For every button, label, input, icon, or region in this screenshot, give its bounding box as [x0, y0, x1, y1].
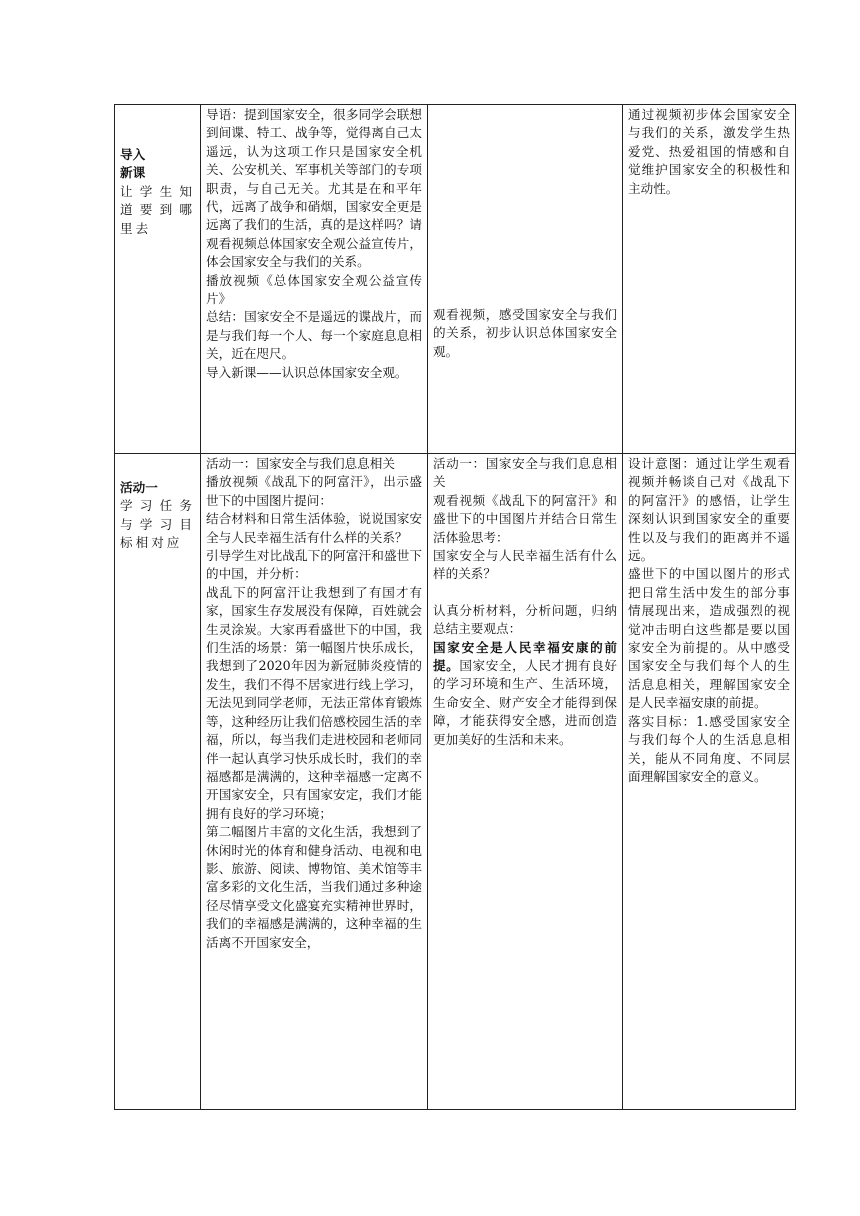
teacher-paragraph: 活动一：国家安全与我们息息相关	[206, 456, 395, 471]
intent-paragraph: 通过视频初步体会国家安全与我们的关系，激发学生热爱党、热爱祖国的情感和自觉维护国家安全的积极性和主动性。	[628, 107, 790, 196]
teacher-paragraph: 导入新课——认识总体国家安全观。	[206, 364, 408, 380]
stage-description: 学习任务与学习目标相对应	[120, 498, 195, 551]
stage-cell	[115, 454, 201, 1110]
stage-cell	[115, 105, 201, 454]
intent-paragraph: 落实目标：1.感受国家安全与我们每个人的生活息息相关，能从不同角度、不同层面理解国家安全的意义。	[628, 713, 790, 784]
stage-title: 活动一	[120, 480, 158, 495]
student-conclusion	[433, 639, 617, 749]
teacher-paragraph: 引导学生对比战乱下的阿富汗和盛世下的中国，并分析：	[206, 548, 422, 582]
student-paragraph: 活动一：国家安全与我们息息相关	[433, 456, 617, 490]
teacher-paragraph: 播放视频《总体国家安全观公益宣传片》	[206, 272, 422, 307]
table-row	[115, 454, 796, 1110]
stage-title: 导入	[120, 147, 146, 162]
student-paragraph: 观看视频《战乱下的阿富汗》和盛世下的中国图片并结合日常生活体验思考：	[433, 492, 617, 545]
stage-description: 让学生知道要到哪里去	[120, 183, 195, 236]
student-paragraph: 认真分析材料，分析问题，归纳总结主要观点：	[433, 602, 617, 637]
stage-title: 新课	[120, 165, 146, 181]
teacher-paragraph: 总结：国家安全不是遥远的谍战片，而是与我们每一个人、每一个家庭息息相关，近在咫尺。	[206, 309, 422, 362]
teacher-activity-cell	[201, 105, 428, 454]
teacher-paragraph: 导语：提到国家安全，很多同学会联想到间谍、特工、战争等，觉得离自己太遥远，认为这项工作只是国家安全机关、公安机关、军事机关等部门的专项职责，与自己无关。尤其是在和平年代，远离了战争和硝烟，国家安全更是远离了我们的生活，真的是这样吗？请观看视频总体国家安全观公益宣传片，体会国家安全与我们的关系。	[206, 107, 422, 270]
key-point: 国家安全是人民幸福安康的前提。	[433, 639, 617, 674]
teacher-paragraph: 结合材料和日常生活体验，说说国家安全与人民幸福生活有什么样的关系？	[206, 511, 422, 545]
student-paragraph: 国家安全与人民幸福生活有什么样的关系？	[433, 548, 617, 582]
intent-paragraph: 设计意图：通过让学生观看视频并畅谈自己对《战乱下的阿富汗》的感悟，让学生深刻认识到国家安全的重要性以及与我们的距离并不遥远。	[628, 456, 790, 564]
design-intent-cell	[623, 454, 796, 1110]
teacher-paragraph: 播放视频《战乱下的阿富汗》，出示盛世下的中国图片提问：	[206, 474, 422, 508]
intent-paragraph: 盛世下的中国以图片的形式把日常生活中发生的部分事情展现出来，造成强烈的视觉冲击明白这些都是要以国家安全为前提的。从中感受国家安全与我们每个人的生活息息相关，理解国家安全是人民幸福安康的前提。	[628, 566, 790, 711]
design-intent-cell	[623, 105, 796, 454]
table-row	[115, 105, 796, 454]
teacher-activity-cell	[201, 454, 428, 1110]
student-paragraph: 观看视频，感受国家安全与我们的关系，初步认识总体国家安全观。	[433, 307, 617, 359]
teacher-paragraph: 第二幅图片丰富的文化生活，我想到了休闲时光的体育和健身活动、电视和电影、旅游、阅读、博物馆、美术馆等丰富多彩的文化生活，当我们通过多种途径尽情享受文化盛宴充实精神世界时，我们的幸福感是满满的，这种幸福的生活离不开国家安全，	[206, 824, 422, 950]
student-paragraph: 国家安全，人民才拥有良好的学习环境和生产、生活环境，生命安全、财产安全才能得到保障，才能获得安全感，进而创造更加美好的生活和未来。	[433, 658, 618, 747]
teacher-paragraph: 战乱下的阿富汗让我想到了有国才有家，国家生存发展没有保障，百姓就会生灵涂炭。大家再看盛世下的中国，我们生活的场景：第一幅图片快乐成长，我想到了2020年因为新冠肺炎疫情的发生，我们不得不居家进行线上学习，无法见到同学老师，无法正常体育锻炼等，这种经历让我们倍感校园生活的幸福，所以，每当我们走进校园和老师同伴一起认真学习快乐成长时，我们的幸福感都是满满的，这种幸福感一定离不开国家安全，只有国家安定，我们才能拥有良好的学习环境；	[206, 584, 422, 821]
student-activity-cell	[428, 105, 623, 454]
lesson-plan-table	[114, 104, 796, 1110]
student-activity-cell	[428, 454, 623, 1110]
spacer	[433, 584, 617, 602]
